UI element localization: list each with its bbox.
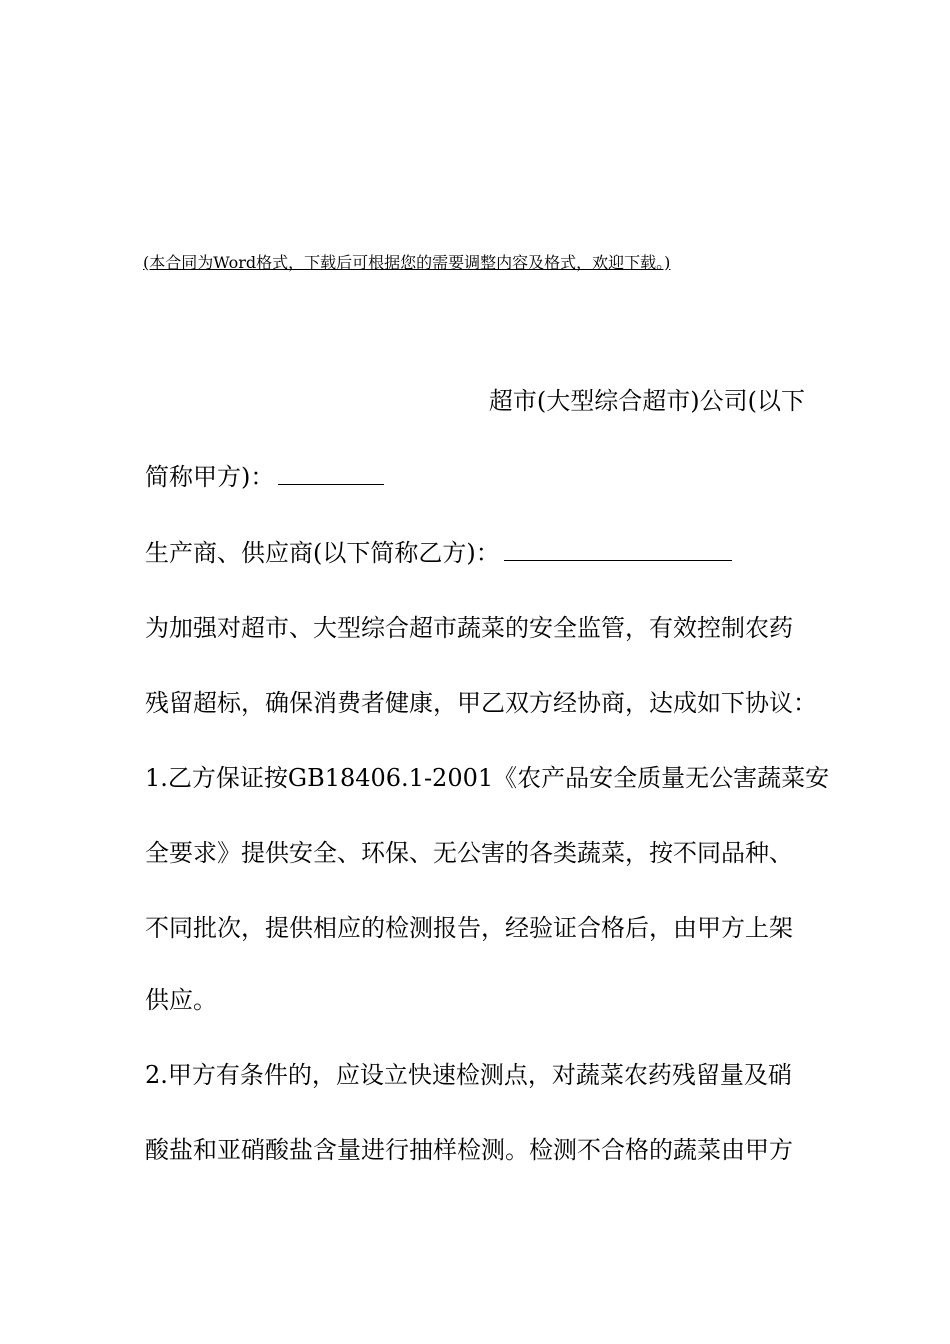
- party-b-line: [145, 537, 805, 569]
- party-a-label: 简称甲方)：: [145, 463, 275, 491]
- clause-2-line-1: 2.甲方有条件的，应设立快速检测点，对蔬菜农药残留量及硝: [145, 1061, 792, 1089]
- party-a-line-1: 超市(大型综合超市)公司(以下: [488, 387, 805, 415]
- party-a-blank-field[interactable]: [278, 462, 384, 485]
- party-a-line-2: [145, 461, 805, 493]
- clause-1-line-1: 1.乙方保证按GB18406.1-2001《农产品安全质量无公害蔬菜安: [145, 764, 830, 792]
- body-line-2: 残留超标，确保消费者健康，甲乙双方经协商，达成如下协议：: [145, 689, 817, 717]
- party-b-label: 生产商、供应商(以下简称乙方)：: [145, 539, 500, 567]
- clause-1-line-2: 全要求》提供安全、环保、无公害的各类蔬菜，按不同品种、: [145, 839, 793, 867]
- party-b-blank-field[interactable]: [504, 538, 732, 561]
- body-line-1: 为加强对超市、大型综合超市蔬菜的安全监管，有效控制农药: [145, 614, 793, 642]
- clause-1-line-4: 供应。: [145, 986, 217, 1014]
- clause-2-line-2: 酸盐和亚硝酸盐含量进行抽样检测。检测不合格的蔬菜由甲方: [145, 1136, 793, 1164]
- format-note: (本合同为Word格式，下载后可根据您的需要调整内容及格式，欢迎下载。): [143, 253, 671, 272]
- clause-1-line-3: 不同批次，提供相应的检测报告，经验证合格后，由甲方上架: [145, 914, 793, 942]
